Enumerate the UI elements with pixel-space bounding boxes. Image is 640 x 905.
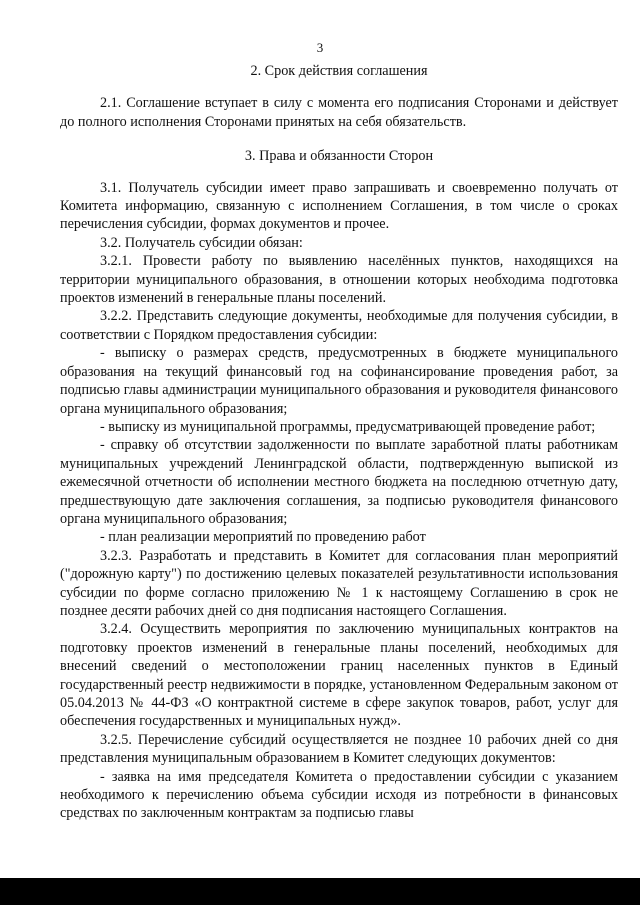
- paragraph-3-2-1: 3.2.1. Провести работу по выявлению населённых пунктов, находящихся на территории муниципального образования, в отношении которых необходима подготовка проектов изменений в генеральные планы поселений.: [60, 253, 618, 307]
- paragraph-3-2-5: 3.2.5. Перечисление субсидий осуществляется не позднее 10 рабочих дней со дня представления муниципальным образованием в Комитет следующих документов:: [60, 731, 618, 767]
- list-item-budget-extract: - выписку о размерах средств, предусмотренных в бюджете муниципального образования на текущий финансовый год на софинансирование проведения работ, за подписью главы администрации муниципального образования и руководителя финансового органа муниципального образования;: [60, 345, 618, 417]
- list-item-work-plan: - план реализации мероприятий по проведению работ: [100, 529, 426, 546]
- document-body: [60, 62, 618, 823]
- list-item-program-extract: - выписку из муниципальной программы, предусматривающей проведение работ;: [100, 418, 596, 435]
- scan-bottom-edge: [0, 878, 640, 905]
- paragraph-3-2-2: 3.2.2. Представить следующие документы, необходимые для получения субсидии, в соответствии с Порядком предоставления субсидии:: [60, 308, 618, 343]
- section-3-title: 3. Права и обязанности Сторон: [244, 148, 434, 165]
- section-2-title: 2. Срок действия соглашения: [250, 63, 428, 79]
- list-item-application: - заявка на имя председателя Комитета о предоставлении субсидии с указанием необходимого к перечислению объема субсидии исходя из потребности в финансовых средствах по заключенным контрактам за подписью главы: [60, 768, 618, 822]
- page-number: 3: [316, 40, 324, 55]
- paragraph-2-1: 2.1. Соглашение вступает в силу с момента его подписания Сторонами и действует до полного исполнения Сторонами принятых на себя обязательств.: [60, 95, 618, 130]
- paragraph-3-2: 3.2. Получатель субсидии обязан:: [100, 234, 303, 251]
- list-item-debt-certificate: - справку об отсутствии задолженности по выплате заработной платы работникам муниципальных учреждений Ленинградской области, подтвержденную выпиской из ежемесячной отчетности об исполнении местного бюджета на последнюю отчетную дату, предшествующую дате заключения соглашения, за подписью руководителя финансового органа муниципального образования;: [60, 437, 618, 527]
- paragraph-3-2-4: 3.2.4. Осуществить мероприятия по заключению муниципальных контрактов на подготовку проектов изменений в генеральные планы поселений, необходимых для внесений сведений о местоположении границ населенных пунктов в Единый государственный реестр недвижимости в порядке, установленном Федеральным законом от 05.04.2013 № 44-ФЗ «О контрактной системе в сфере закупок товаров, работ, услуг для обеспечения государственных и муниципальных нужд».: [60, 621, 618, 730]
- paragraph-3-1: 3.1. Получатель субсидии имеет право запрашивать и своевременно получать от Комитета информацию, связанную с исполнением Соглашения, в том числе о сроках перечисления субсидии, формах документов и прочее.: [60, 179, 618, 233]
- paragraph-3-2-3: 3.2.3. Разработать и представить в Комитет для согласования план мероприятий ("дорожную карту") по достижению целевых показателей результативности использования субсидии по форме согласно приложению № 1 к настоящему Соглашению в срок не позднее десяти рабочих дней со дня подписания настоящего Соглашения.: [60, 547, 618, 619]
